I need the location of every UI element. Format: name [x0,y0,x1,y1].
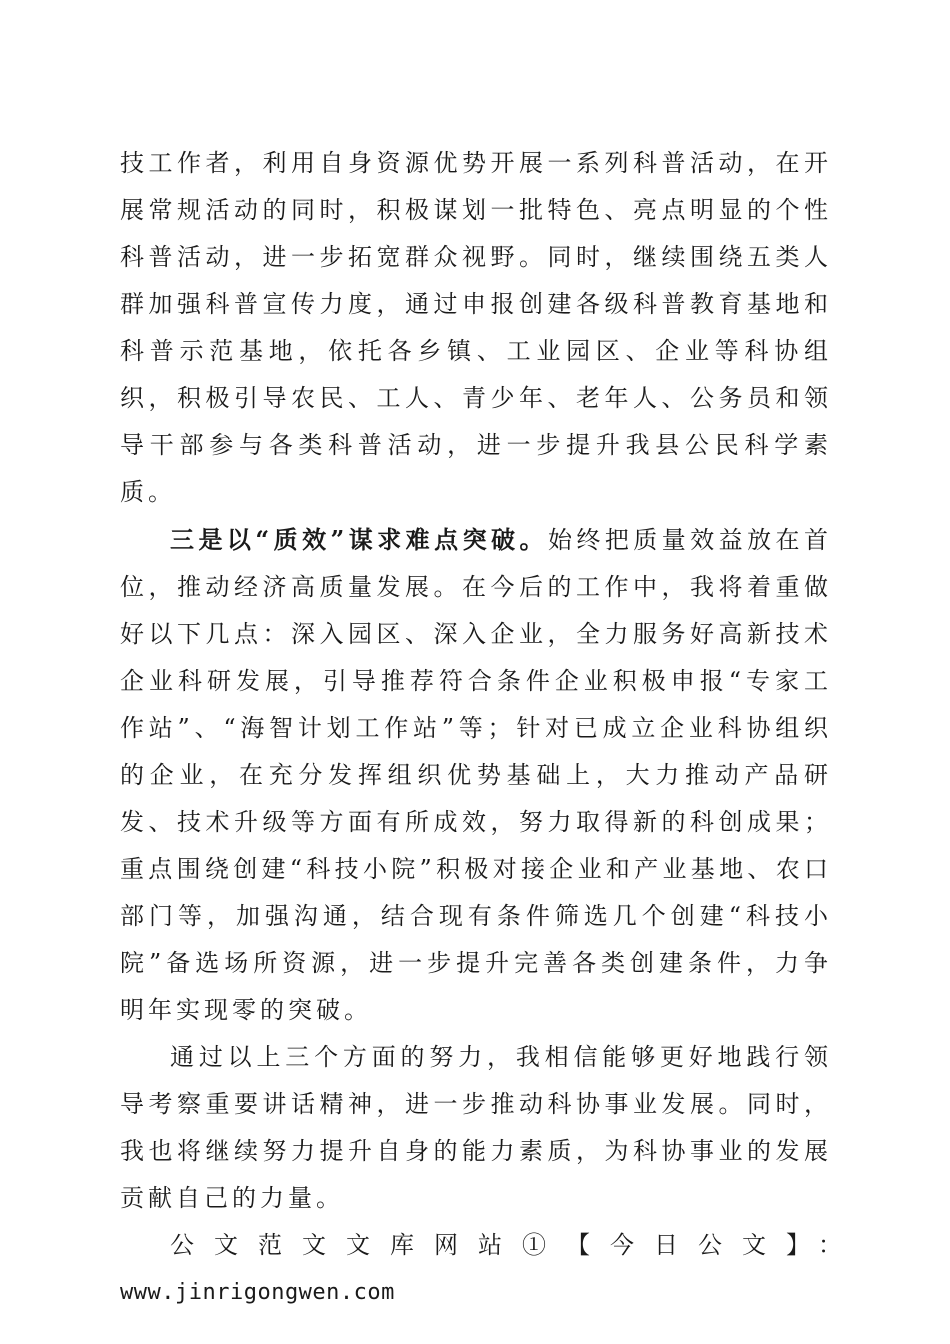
footer-url: www.jinrigongwen.com [120,1280,395,1305]
paragraph-conclusion: 通过以上三个方面的努力，我相信能够更好地践行领导考察重要讲话精神，进一步推动科协事业发展。同时，我也将继续努力提升自身的能力素质，为科协事业的发展贡献自己的力量。 [120,1043,832,1212]
paragraph-three-lead: 三是以“质效”谋求难点突破。 [170,525,548,554]
footer-label: 公文范文文库网站①【今日公文】： [170,1231,862,1259]
paragraph-three [120,516,832,1034]
paragraph-three-body: 始终把质量效益放在首位，推动经济高质量发展。在今后的工作中，我将着重做好以下几点：深入园区、深入企业，全力服务好高新技术企业科研发展，引导推荐符合条件企业积极申报“专家工作站”、“海智计划工作站”等；针对已成立企业科协组织的企业，在充分发挥组织优势基础上，大力推动产品研发、技术升级等方面有所成效，努力取得新的科创成果；重点围绕创建“科技小院”积极对接企业和产业基地、农口部门等，加强沟通，结合现有条件筛选几个创建“科技小院”备选场所资源，进一步提升完善各类创建条件，力争明年实现零的突破。 [120,526,833,1024]
document-body [120,140,862,1316]
paragraph-continued: 技工作者，利用自身资源优势开展一系列科普活动，在开展常规活动的同时，积极谋划一批特色、亮点明显的个性科普活动，进一步拓宽群众视野。同时，继续围绕五类人群加强科普宣传力度，通过申报创建各级科普教育基地和科普示范基地，依托各乡镇、工业园区、企业等科协组织，积极引导农民、工人、青少年、老年人、公务员和领导干部参与各类科普活动，进一步提升我县公民科学素质。 [120,149,832,506]
